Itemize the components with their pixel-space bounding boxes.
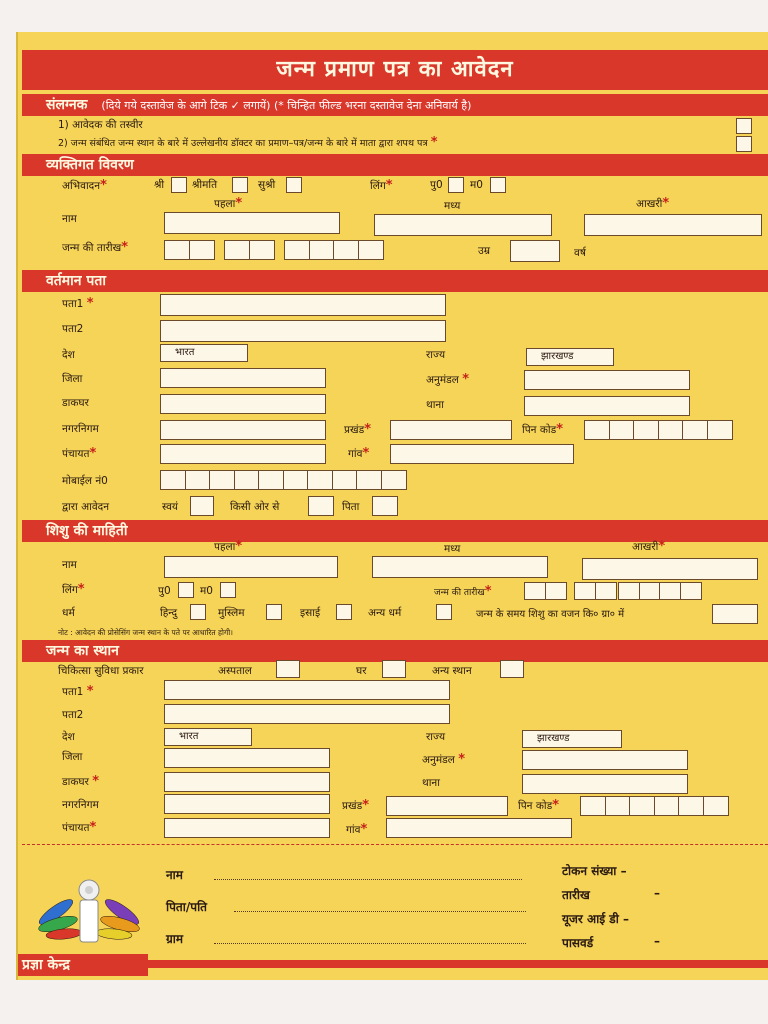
personal-header: व्यक्तिगत विवरण — [22, 154, 768, 176]
bp-address1-input[interactable] — [164, 680, 450, 700]
attachment-photo-label: 1) आवेदक की तस्वीर — [58, 119, 143, 131]
post-office-input[interactable] — [160, 394, 326, 414]
bp-district-input[interactable] — [164, 748, 330, 768]
district-label: जिला — [62, 373, 83, 385]
last-name-input[interactable] — [584, 214, 762, 236]
child-last-name-input[interactable] — [582, 558, 758, 580]
attachment-photo-checkbox[interactable] — [736, 118, 752, 134]
cut-line — [22, 844, 768, 845]
other-religion-checkbox[interactable] — [436, 604, 452, 620]
hospital-label: अस्पताल — [218, 665, 252, 677]
address1-input[interactable] — [160, 294, 446, 316]
father-checkbox[interactable] — [372, 496, 398, 516]
other-religion-label: अन्य धर्म — [368, 607, 402, 619]
brand-name: प्रज्ञा केन्द्र — [18, 954, 148, 976]
shrimati-label: श्रीमति — [192, 179, 218, 191]
bp-municipality-label: नगरनिगम — [62, 799, 99, 811]
child-dob-label: जन्म की तारीख* — [434, 584, 492, 599]
child-middle-name-input[interactable] — [372, 556, 548, 578]
dob-day-input[interactable] — [164, 240, 213, 260]
facility-type-label: चिकित्सा सुविधा प्रकार — [58, 665, 144, 677]
police-station-input[interactable] — [524, 396, 690, 416]
other-person-label: किसी ओर से — [230, 501, 280, 513]
age-input[interactable] — [510, 240, 560, 262]
bp-panchayat-input[interactable] — [164, 818, 330, 838]
applied-by-label: द्वारा आवेदन — [62, 501, 110, 513]
salutation-label: अभिवादन* — [62, 178, 107, 193]
block-label: प्रखंड* — [344, 422, 371, 437]
other-place-label: अन्य स्थान — [432, 665, 472, 677]
birth-certificate-form — [16, 32, 768, 980]
subdivision-label: अनुमंडल * — [426, 372, 470, 387]
christian-checkbox[interactable] — [336, 604, 352, 620]
footer-father-husband-label: पिता/पति — [166, 900, 208, 914]
child-dob-day-input[interactable] — [524, 582, 565, 600]
mobile-label: मोबाईल नं0 — [62, 475, 108, 487]
village-label: गांव* — [348, 446, 370, 461]
christian-label: इसाई — [300, 607, 321, 619]
bp-address2-label: पता2 — [62, 709, 84, 721]
bp-village-input[interactable] — [386, 818, 572, 838]
bp-country-field[interactable]: भारत — [164, 728, 252, 746]
child-middle-header: मध्य — [444, 543, 461, 555]
post-office-label: डाकघर — [62, 397, 89, 409]
dob-month-input[interactable] — [224, 240, 273, 260]
bp-block-input[interactable] — [386, 796, 508, 816]
bp-address1-label: पता1 * — [62, 684, 94, 699]
state-label: राज्य — [426, 349, 446, 361]
password-label: पासवर्ड — [562, 936, 594, 950]
state-field[interactable]: झारखण्ड — [526, 348, 614, 366]
bp-police-station-label: थाना — [422, 777, 440, 789]
shri-checkbox[interactable] — [171, 177, 187, 193]
child-female-checkbox[interactable] — [220, 582, 236, 598]
pin-input[interactable] — [584, 420, 731, 440]
male-label: पु0 — [430, 179, 443, 191]
bp-post-office-label: डाकघर * — [62, 774, 100, 789]
female-checkbox[interactable] — [490, 177, 506, 193]
bp-pin-input[interactable] — [580, 796, 727, 816]
middle-name-input[interactable] — [374, 214, 552, 236]
subdivision-input[interactable] — [524, 370, 690, 390]
child-gender-label: लिंग* — [62, 582, 85, 597]
sushri-label: सुश्री — [258, 179, 276, 191]
footer-village-line[interactable] — [214, 932, 526, 944]
bp-subdivision-label: अनुमंडल * — [422, 752, 466, 767]
address2-label: पता2 — [62, 323, 84, 335]
mobile-input[interactable] — [160, 470, 405, 490]
home-label: घर — [356, 665, 367, 677]
child-male-label: पु0 — [158, 585, 171, 597]
child-dob-month-input[interactable] — [574, 582, 615, 600]
first-name-header: पहला* — [214, 196, 243, 211]
muslim-label: मुस्लिम — [218, 607, 245, 619]
address2-input[interactable] — [160, 320, 446, 342]
bp-panchayat-label: पंचायत* — [62, 820, 97, 835]
village-input[interactable] — [390, 444, 574, 464]
child-female-label: म0 — [200, 585, 213, 597]
token-number-label: टोकन संख्या – — [562, 864, 627, 878]
child-male-checkbox[interactable] — [178, 582, 194, 598]
first-name-input[interactable] — [164, 212, 340, 234]
last-name-header: आखरी* — [636, 196, 670, 211]
footer-bar — [148, 960, 768, 968]
hindu-checkbox[interactable] — [190, 604, 206, 620]
bp-municipality-input[interactable] — [164, 794, 330, 814]
bp-post-office-input[interactable] — [164, 772, 330, 792]
bp-state-label: राज्य — [426, 731, 446, 743]
attachments-heading: संलग्नक — [46, 97, 88, 113]
municipality-input[interactable] — [160, 420, 326, 440]
address1-label: पता1 * — [62, 296, 94, 311]
other-place-checkbox[interactable] — [500, 660, 524, 678]
father-label: पिता — [342, 501, 360, 513]
birthplace-header: जन्म का स्थान — [22, 640, 768, 662]
shrimati-checkbox[interactable] — [232, 177, 248, 193]
muslim-checkbox[interactable] — [266, 604, 282, 620]
attachment-certificate-checkbox[interactable] — [736, 136, 752, 152]
footer-father-husband-line[interactable] — [234, 900, 526, 912]
form-title: जन्म प्रमाण पत्र का आवेदन — [22, 50, 768, 90]
footer-name-label: नाम — [166, 868, 183, 882]
child-first-name-input[interactable] — [164, 556, 338, 578]
hindu-label: हिन्दु — [160, 607, 178, 619]
child-first-header: पहला* — [214, 539, 243, 554]
bp-pin-label: पिन कोड* — [518, 798, 560, 813]
pragya-kendra-logo-icon — [34, 872, 144, 952]
bp-village-label: गांव* — [346, 822, 368, 837]
country-field[interactable]: भारत — [160, 344, 248, 362]
religion-label: धर्म — [62, 607, 75, 619]
gender-label: लिंग* — [370, 178, 393, 193]
dob-label: जन्म की तारीख* — [62, 240, 128, 255]
years-label: वर्ष — [574, 247, 586, 259]
other-person-checkbox[interactable] — [308, 496, 334, 516]
age-label: उम्र — [478, 245, 491, 257]
hospital-checkbox[interactable] — [276, 660, 300, 678]
police-station-label: थाना — [426, 399, 444, 411]
bp-state-field[interactable]: झारखण्ड — [522, 730, 622, 748]
panchayat-input[interactable] — [160, 444, 326, 464]
bp-block-label: प्रखंड* — [342, 798, 369, 813]
male-checkbox[interactable] — [448, 177, 464, 193]
bp-subdivision-input[interactable] — [522, 750, 688, 770]
date-label: तारीख — [562, 888, 590, 902]
date-dash: – — [654, 886, 660, 900]
user-id-label: यूजर आई डी – — [562, 912, 629, 926]
bp-country-label: देश — [62, 731, 75, 743]
bp-district-label: जिला — [62, 751, 83, 763]
self-label: स्वयं — [162, 501, 179, 513]
birth-weight-input[interactable] — [712, 604, 758, 624]
municipality-label: नगरनिगम — [62, 423, 99, 435]
attachments-instruction: (दिये गये दस्तावेज के आगे टिक ✓ लगायें) (* चिन्हित फील्ड भरना दस्तावेज देना अनिवार्य है) — [101, 99, 472, 112]
attachment-certificate-label: 2) जन्म संबंधित जन्म स्थान के बारे में उल्लेखनीय डॉक्टर का प्रमाण–पत्र/जन्म के बारे में माता द्वारा शपथ पत्र * — [58, 135, 438, 150]
attachments-header — [22, 94, 768, 116]
bp-police-station-input[interactable] — [522, 774, 688, 794]
footer-village-label: ग्राम — [166, 932, 184, 946]
self-checkbox[interactable] — [190, 496, 214, 516]
child-dob-year-input[interactable] — [618, 582, 700, 600]
password-dash: – — [654, 934, 660, 948]
child-name-label: नाम — [62, 559, 77, 571]
address-header: वर्तमान पता — [22, 270, 768, 292]
processing-note: नोट : आवेदन की प्रोसेसिंग जन्म स्थान के पते पर आधारित होगी। — [58, 628, 233, 637]
country-label: देश — [62, 349, 75, 361]
home-checkbox[interactable] — [382, 660, 406, 678]
footer-name-line[interactable] — [214, 868, 522, 880]
sushri-checkbox[interactable] — [286, 177, 302, 193]
district-input[interactable] — [160, 368, 326, 388]
bp-address2-input[interactable] — [164, 704, 450, 724]
middle-name-header: मध्य — [444, 200, 461, 212]
name-label: नाम — [62, 213, 77, 225]
birth-weight-label: जन्म के समय शिशु का वजन कि० ग्रा० में — [476, 609, 625, 620]
child-last-header: आखरी* — [632, 539, 666, 554]
child-header: शिशु की माहिती — [22, 520, 768, 542]
female-label: म0 — [470, 179, 483, 191]
shri-label: श्री — [154, 179, 165, 191]
dob-year-input[interactable] — [284, 240, 382, 260]
block-input[interactable] — [390, 420, 512, 440]
pin-label: पिन कोड* — [522, 422, 564, 437]
panchayat-label: पंचायत* — [62, 446, 97, 461]
